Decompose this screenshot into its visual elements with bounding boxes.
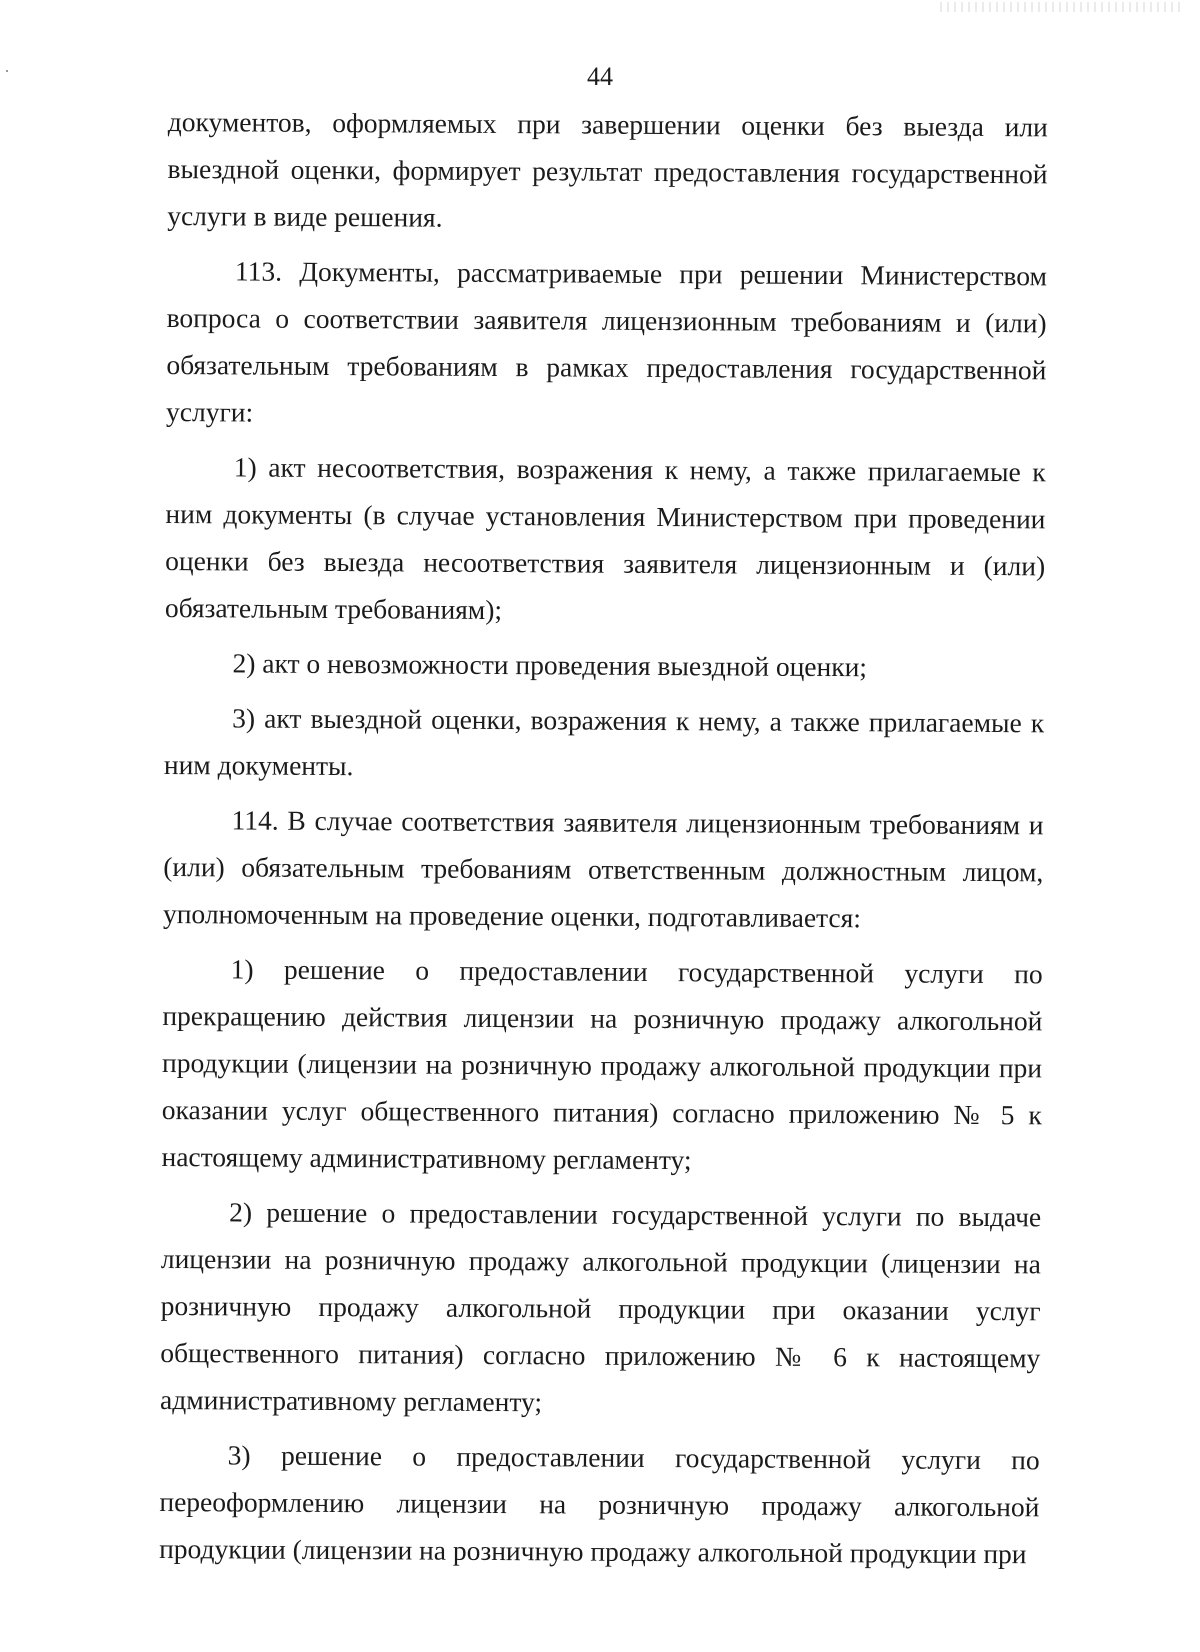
list-item-114-2: 2) решение о предоставлении государственной услуги по выдаче лицензии на розничную продажу алкогольной продукции (лицензии на розничную продажу алкогольной продукции при оказании услуг общественного питания) согласно приложению № 6 к настоящему административному регламенту;	[159, 1196, 1042, 1418]
list-item-113-2: 2) акт о невозможности проведения выездной оценки;	[232, 647, 868, 683]
scan-artifact	[940, 2, 1180, 12]
document-body	[159, 98, 1048, 1585]
list-item-113-3: 3) акт выездной оценки, возражения к нему, а также прилагаемые к ним документы.	[163, 702, 1045, 782]
list-item-114-1: 1) решение о предоставлении государственной услуги по прекращению действия лицензии на розничную продажу алкогольной продукции (лицензии на розничную продажу алкогольной продукции при оказании услуг общественного питания) согласно приложению № 5 к настоящему административному регламенту;	[161, 953, 1043, 1176]
list-item-114-3: 3) решение о предоставлении государственной услуги по переоформлению лицензии на розничную продажу алкогольной продукции (лицензии на розничную продажу алкогольной продукции при	[159, 1439, 1040, 1570]
list-item-113-1: 1) акт несоответствия, возражения к нему, а также прилагаемые к ним документы (в случае установления Министерством при проведении оценки без выезда несоответствия заявителя лицензионным и (или) обязательным требованиям);	[164, 451, 1046, 626]
paragraph-continuation: документов, оформляемых при завершении оценки без выезда или выездной оценки, формирует результат предоставления государственной услуги в виде решения.	[167, 105, 1048, 233]
paragraph-114: 114. В случае соответствия заявителя лицензионным требованиям и (или) обязательным требованиям ответственным должностным лицом, уполномоченным на проведение оценки, подготавливается:	[162, 804, 1044, 934]
page-number: 44	[587, 62, 613, 91]
paragraph-113: 113. Документы, рассматриваемые при решении Министерством вопроса о соответствии заявителя лицензионным требованиям и (или) обязательным требованиям в рамках предоставления государственной услуги:	[165, 255, 1048, 428]
